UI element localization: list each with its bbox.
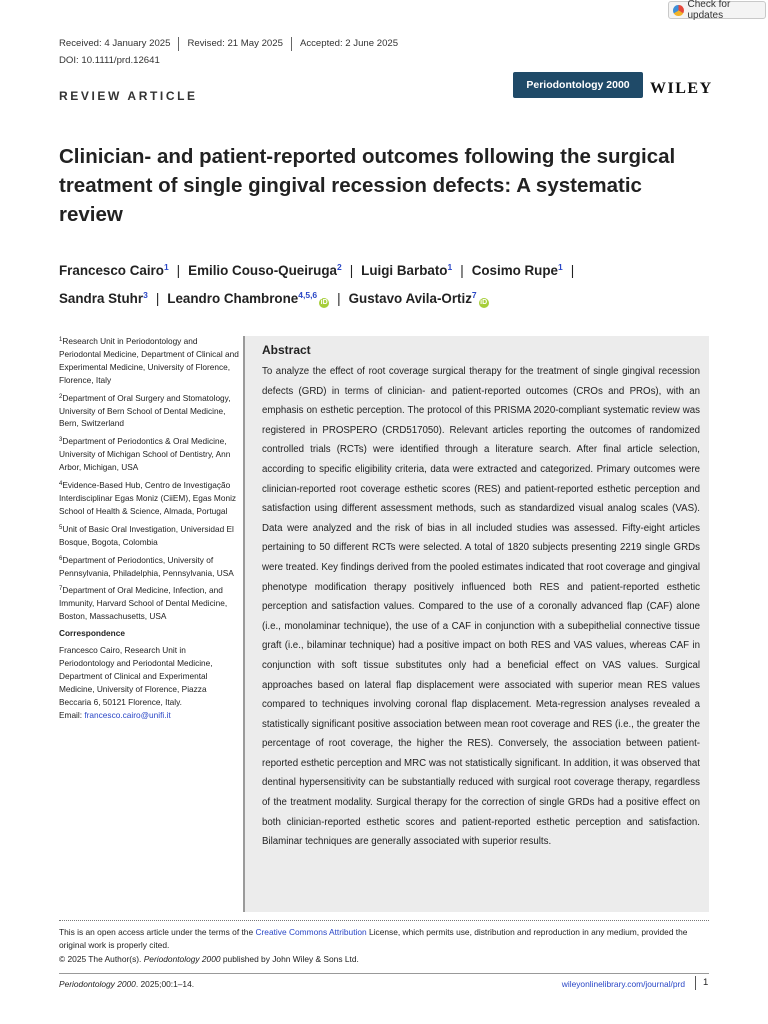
footer-divider [59, 920, 709, 921]
journal-url-link[interactable]: wileyonlinelibrary.com/journal/prd [561, 979, 685, 989]
journal-banner[interactable]: Periodontology 2000 [513, 72, 643, 98]
article-dates [59, 37, 406, 51]
journal-citation: Periodontology 2000. 2025;00:1–14. [59, 979, 195, 989]
affiliation: $^3$Department of Periodontics & Oral Medicine, University of Michigan School of Dentistry, Ann Arbor, Michigan, USA [59, 436, 231, 473]
affiliation: $^1$Research Unit in Periodontology and Periodontal Medicine, Department of Clinical and Experimental Medicine, University of Florence, Florence, Italy [59, 336, 239, 385]
email-link[interactable]: francesco.cairo@unifi.it [84, 709, 171, 720]
orcid-icon[interactable]: iD [320, 299, 328, 306]
author[interactable]: Cosimo Rupe$^1$ [471, 262, 563, 278]
check-for-updates-label: Check for updates [687, 0, 731, 21]
revised-date: Revised: 21 May 2025 [178, 37, 290, 51]
bottom-divider [59, 973, 709, 974]
affiliation: $^2$Department of Oral Surgery and Stomatology, University of Bern School of Dental Medicine, Bern, Switzerland [59, 392, 231, 429]
accepted-date: Accepted: 2 June 2025 [291, 37, 406, 51]
orcid-icon[interactable]: iD [480, 299, 488, 306]
author-list: Francesco Cairo$^1$ | Emilio Couso-Queiruga$^2$ | Luigi Barbato$^1$ | Cosimo Rupe$^1$ | Sandra Stuhr$^3$ | Leandro Chambrone$^{4,5,6}$iD | Gustavo Avila-Ortiz$^7$iD [59, 262, 575, 306]
doi: DOI: 10.1111/prd.12641 [59, 55, 160, 66]
author[interactable]: Gustavo Avila-Ortiz$^7$iD [348, 290, 488, 306]
correspondence-heading: Correspondence [59, 628, 125, 639]
check-for-updates-button[interactable] [668, 1, 766, 19]
crossmark-icon [673, 5, 684, 16]
abstract-text: To analyze the effect of root coverage surgical therapy for the treatment of single gingival recession defects (GRD) in terms of clinician- and patient-reported outcomes (CROs and PROs), with an emphasis on esthetic perception. The protocol of this PRISMA 2020-compliant systematic review was registered in PROSPERO (CRD517050). Relevant articles reporting the outcomes of randomized controlled trials (RCTs) were identified through a literature search. After final article selection, according to specific eligibility criteria, data were extracted and categorized. Primary outcomes were clinician-reported root coverage esthetic scores (RES) and patient-reported esthetic perception and satisfaction using different assessment methods, such as standardized visual analog scales (VAS). Data were analyzed and the risk of bias in all included studies was assessed. Fifty-eight articles pertaining to 50 different RCTs were selected. A total of 1820 subjects presenting 2219 single GRDs were treated. Key findings derived from the pooled estimates indicated that root coverage and gingival phenotype modification therapy positively influenced both RES and patient-reported esthetic perception and satisfaction values. Compared to the use of a coronally advanced flap (CAF) alone (i.e., monolaminar technique), the use of a CAF in conjunction with a subepithelial connective tissue graft (i.e., bilaminar technique) had a positive impact on both RES and VAS values, whereas CAF in conjunction with soft tissue substitutes only had a beneficial effect on VAS values. Surgical approaches based on lateral flap displacement were associated with superior mean RES values compared to techniques involving coronal flap displacement. Meta-regression analyses revealed a statistically significant positive association between mean root coverage and RES (i.e., the greater the percentage of root coverage, the higher the RES). Conversely, the association between patient-reported esthetic perception and MRC was not statistically significant. In addition, it was observed that dentinal hypersensitivity can be substantially reduced with surgical root coverage therapy, regardless of the treatment modality. Surgical therapy for the correction of single GRDs had a positive effect on both clinician-reported esthetic scores and patient-reported esthetic perception and satisfaction. Bilaminar techniques are generally associated with superior results. [262, 366, 700, 848]
abstract-heading: Abstract [262, 343, 311, 357]
license-note: This is an open access article under the terms of the Creative Commons Attribution License, which permits use, distribution and reproduction in any medium, provided the original work is properly cited. [59, 927, 688, 950]
abstract-box [243, 336, 709, 912]
article-type: REVIEW ARTICLE [59, 89, 198, 103]
author[interactable]: Francesco Cairo$^1$ [59, 262, 169, 278]
affiliation: $^7$Department of Oral Medicine, Infection, and Immunity, Harvard School of Dental Medicine, Boston, Massachusetts, USA [59, 585, 228, 622]
publisher-logo: WILEY [650, 80, 713, 97]
copyright: © 2025 The Author(s). Periodontology 2000 published by John Wiley & Sons Ltd. [59, 954, 359, 964]
page-number: 1 [695, 976, 708, 990]
affiliation: $^6$Department of Periodontics, University of Pennsylvania, Philadelphia, Pennsylvania, USA [59, 554, 234, 578]
article-title: Clinician- and patient-reported outcomes following the surgical treatment of single gingival recession defects: A systematic review [59, 145, 676, 226]
author[interactable]: Sandra Stuhr$^3$ [59, 290, 148, 306]
affiliation: $^4$Evidence-Based Hub, Centro de Investigação Interdisciplinar Egas Moniz (CiiEM), Egas Moniz School of Health & Science, Almada, Portugal [59, 480, 237, 516]
author[interactable]: Emilio Couso-Queiruga$^2$ [188, 262, 342, 278]
author[interactable]: Luigi Barbato$^1$ [361, 262, 453, 278]
author[interactable]: Leandro Chambrone$^{4,5,6}$iD [167, 290, 328, 306]
received-date: Received: 4 January 2025 [59, 38, 171, 49]
creative-commons-link[interactable]: Creative Commons Attribution [255, 927, 367, 937]
affiliation: $^5$Unit of Basic Oral Investigation, Universidad El Bosque, Bogota, Colombia [59, 523, 234, 547]
correspondence-text: Francesco Cairo, Research Unit in Periodontology and Periodontal Medicine, Department of Clinical and Experimental Medicine, University of Florence, Piazza Beccaria 6, 50121 Florence, Italy. Email: francesco.cairo@unifi.it [59, 645, 213, 720]
affiliations [59, 334, 239, 721]
